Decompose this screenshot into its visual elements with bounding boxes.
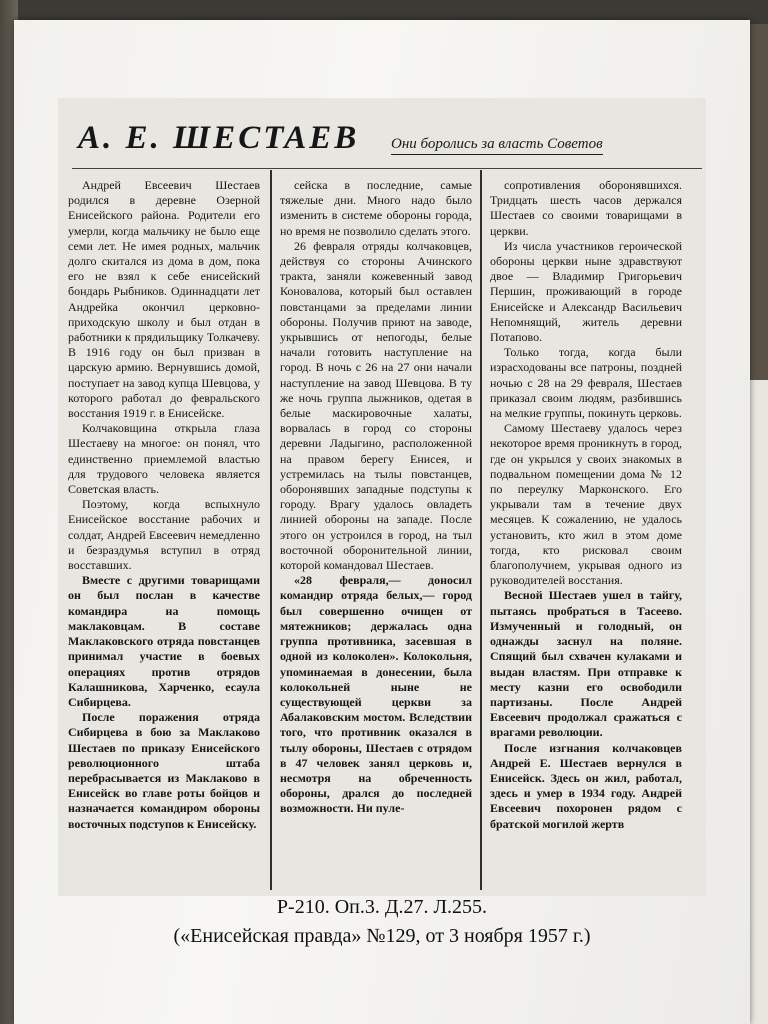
archive-sheet: [14, 20, 750, 1024]
article-paragraph: «28 февраля,— доносил командир отряда белых,— город был совершенно очищен от мятежников; держалась одна группа противника, засевшая в одной из колоколен». Колокольня, упоминаемая в донесении, была колокольней ныне не существующей церкви за Абалаковским мостом. Вследствии того, что противник оказался в тылу обороны, Шестаев с отрядом в 47 человек занял церковь и, несмотря на обреченность обороны, дрался до последней возможности. Ни пуле-: [280, 573, 472, 816]
article-paragraph: Вместе с другими товарищами он был послан в качестве командира на помощь маклаковцам. В составе Маклаковского отряда повстанцев принимал участие в боевых операциях против отрядов Калашникова, Харченко, есаула Сибирцева.: [68, 573, 260, 709]
article-paragraph: Андрей Евсеевич Шестаев родился в деревне Озерной Енисейского района. Родители его умерли, когда мальчику не было еще семи лет. Не имея родных, мальчик долго скитался из дома в дом, пока его не взял к себе енисейский бондарь Рыбников. Одиннадцати лет Андрейка окончил церковно-приходскую школу и был отдан в работники к прядильщику Толкачеву. В 1916 году он был призван в царскую армию. Вернувшись домой, поступает на завод купца Шевцова, у которого работал до февральского восстания 1919 г. в Енисейске.: [68, 178, 260, 421]
article-paragraph: сопротивления оборонявшихся. Тридцать шесть часов держался Шестаев со своими товарищами в церкви.: [490, 178, 682, 238]
article-title: А. Е. ШЕСТАЕВ: [78, 120, 360, 156]
newspaper-clipping: [58, 98, 706, 896]
archive-reference: Р-210. Оп.3. Д.27. Л.255.: [276, 896, 488, 918]
article-paragraph: Весной Шестаев ушел в тайгу, пытаясь пробраться в Тасеево. Измученный и голодный, он однажды заснул на поляне. Спящий был схвачен кулаками и выдан властям. При отправке к месту казни его освободили партизаны. После Андрей Евсеевич продолжал сражаться с врагами революции.: [490, 588, 682, 740]
header-divider: [72, 168, 702, 169]
article-rubric: Они боролись за власть Советов: [391, 136, 603, 155]
article-column-2: [280, 178, 472, 890]
article-paragraph: Только тогда, когда были израсходованы все патроны, поздней ночью с 28 на 29 февраля, Шестаев приказал своим людям, разбившись на мелкие группы, покинуть церковь.: [490, 345, 682, 421]
article-column-1: [68, 178, 260, 890]
source-citation: («Енисейская правда» №129, от 3 ноября 1957 г.): [173, 925, 591, 947]
article-paragraph: 26 февраля отряды колчаковцев, действуя со стороны Ачинского тракта, заняли кожевенный завод Коновалова, который был оставлен повстанцами за пределами линии обороны. Получив приют на заводе, укрывшись от непогоды, белые начали готовить наступление на город. В ночь с 26 на 27 они начали наступление на завод Шевцова. В ту же ночь группа лыжников, одетая в белые маскировочные халаты, ворвалась в город со стороны деревни Ладыгино, расположенной на правом берегу Енисея, и устремилась на тылы повстанцев, оборонявших западные подступы к городу. Врагу удалось овладеть линией обороны на западе. После этого он устроился в город, на тыл восточной оборонительной линии, которой командовал Шестаев.: [280, 238, 472, 573]
article-paragraph: Самому Шестаеву удалось через некоторое время проникнуть в город, где он укрылся у своих знакомых в подвальном помещении дома № 12 по переулку Марконского. Его укрывали там в течение двух месяцев. К сожалению, не удалось установить, кто жил в этом доме тогда, кто рисковал своим благополучием, укрывая одного из руководителей восстания.: [490, 421, 682, 588]
article-paragraph: После изгнания колчаковцев Андрей Е. Шестаев вернулся в Енисейск. Здесь он жил, работал, здесь и умер в 1934 году. Андрей Евсеевич похоронен рядом с братской могилой жертв: [490, 740, 682, 831]
article-paragraph: сейска в последние, самые тяжелые дни. Много надо было изменить в системе обороны города, но время не позволило сделать этого.: [280, 178, 472, 238]
column-rule-2: [480, 170, 482, 890]
clipping-header: [58, 98, 706, 164]
column-rule-1: [270, 170, 272, 890]
article-paragraph: Поэтому, когда вспыхнуло Енисейское восстание рабочих и солдат, Андрей Евсеевич немедленно и безраздумья вступил в отряд восставших.: [68, 497, 260, 573]
article-paragraph: После поражения отряда Сибирцева в бою за Маклаково Шестаев по приказу Енисейского революционного штаба перебрасывается из Маклаково в Енисейск во главе роты бойцов и назначается командиром обороны восточных подступов к Енисейску.: [68, 710, 260, 831]
article-paragraph: Из числа участников героической обороны церкви ныне здравствуют двое — Владимир Григорьевич Першин, проживающий в городе Енисейске и Александр Васильевич Непомнящий, житель деревни Потапово.: [490, 238, 682, 345]
article-paragraph: Колчаковщина открыла глаза Шестаеву на многое: он понял, что единственно приемлемой властью для трудового человека является Советская власть.: [68, 421, 260, 497]
article-column-3: [490, 178, 682, 890]
